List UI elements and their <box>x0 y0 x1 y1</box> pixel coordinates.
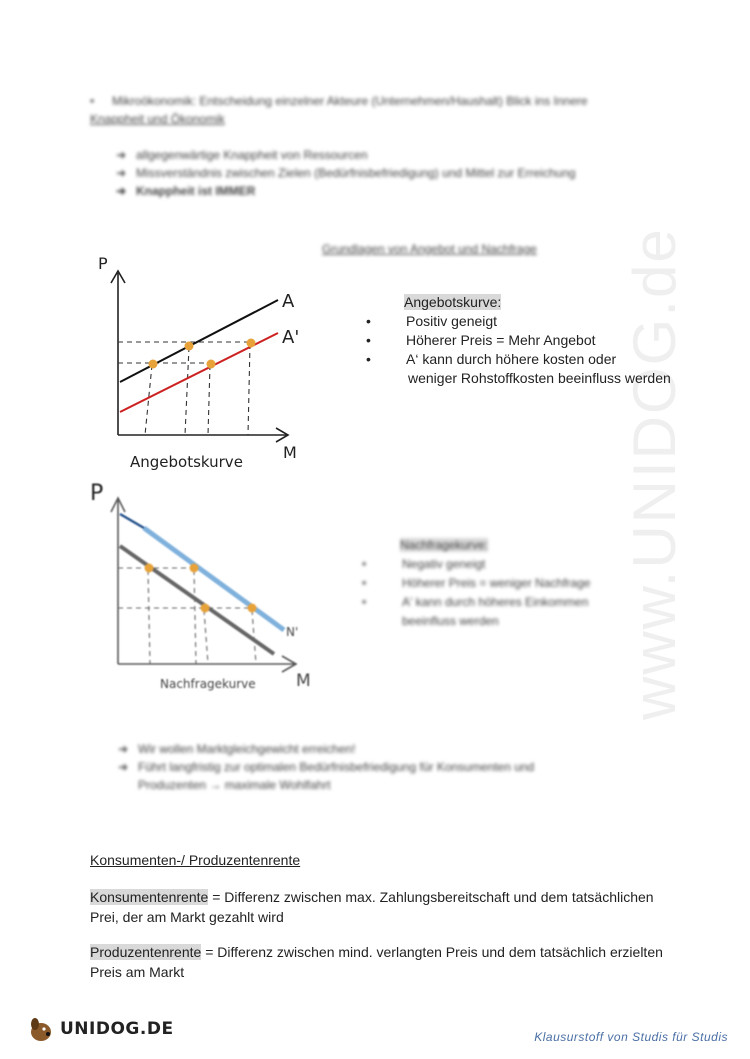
supply-text <box>366 293 736 388</box>
demand-text <box>362 536 692 631</box>
intro-bullet: • Mikroökonomik: Entscheidung einzelner Akteure (Unternehmen/Haushalt) Blick ins Innere <box>90 94 588 108</box>
supply-x-label: M <box>283 443 297 462</box>
demand-bullet: • Höherer Preis = weniger Nachfrage <box>362 574 692 593</box>
konsumentenrente-term: Konsumentenrente <box>90 889 209 905</box>
demand-point <box>145 564 154 573</box>
demand-heading: Nachfragekurve: <box>400 538 489 552</box>
market-arrow-3: Produzenten → maximale Wohlfahrt <box>138 778 331 792</box>
demand-label-n-prime: N' <box>286 625 299 639</box>
demand-bullet: • A' kann durch höheres Einkommen <box>362 593 692 612</box>
demand-point <box>201 604 210 613</box>
konsumentenrente-def-2: Prei, der am Markt gezahlt wird <box>90 909 284 925</box>
supply-bullet: • Positiv geneigt <box>366 312 736 331</box>
demand-x-label: M <box>296 671 311 691</box>
demand-bullet: • Negativ geneigt <box>362 555 692 574</box>
demand-continuation: beeinfluss werden <box>402 614 499 628</box>
supply-point <box>247 339 256 348</box>
intro-block <box>90 92 700 200</box>
footer-tagline: Klausurstoff von Studis für Studis <box>534 1030 728 1044</box>
demand-graph <box>84 478 324 698</box>
supply-y-label: P <box>98 255 108 273</box>
intro-arrow-3: ➜ Knappheit ist IMMER <box>116 182 700 200</box>
supply-label-a: A <box>282 291 295 312</box>
produzentenrente-def-1: = Differenz zwischen mind. verlangten Preis und dem tatsächlich erzielten <box>201 944 663 960</box>
intro-heading: Knappheit und Ökonomik <box>90 112 225 126</box>
section-title: Grundlagen von Angebot und Nachfrage <box>322 242 537 256</box>
supply-point <box>207 360 216 369</box>
supply-bullet: • A‘ kann durch höhere kosten oder <box>366 350 736 369</box>
supply-point <box>185 342 194 351</box>
produzentenrente-block <box>90 942 710 982</box>
produzentenrente-def-2: Preis am Markt <box>90 964 185 980</box>
market-arrow-2: ➜ Führt langfristig zur optimalen Bedürfnisbefriedigung für Konsumenten und <box>118 758 638 776</box>
unidog-logo <box>26 1014 174 1044</box>
demand-curve-n <box>120 546 274 654</box>
intro-arrow-2: ➜ Missverständnis zwischen Zielen (Bedürfnisbefriedigung) und Mittel zur Erreichung <box>116 164 700 182</box>
intro-arrow-list <box>116 146 700 200</box>
supply-bullet: • Höherer Preis = Mehr Angebot <box>366 331 736 350</box>
supply-heading: Angebotskurve: <box>404 294 502 310</box>
konsumentenrente-def-1: = Differenz zwischen max. Zahlungsbereitschaft und dem tatsächlichen <box>208 889 654 905</box>
konsumentenrente-block <box>90 887 710 927</box>
demand-y-label: P <box>90 481 104 506</box>
demand-bullets <box>362 555 692 612</box>
logo-text: UNIDOG.DE <box>60 1019 174 1039</box>
supply-label-a-prime: A' <box>282 327 300 348</box>
rente-title: Konsumenten-/ Produzentenrente <box>90 852 301 868</box>
dog-icon <box>26 1014 56 1044</box>
market-arrow-1: ➜ Wir wollen Marktgleichgewicht erreichen! <box>118 740 638 758</box>
supply-caption: Angebotskurve <box>130 453 243 471</box>
supply-graph <box>90 255 320 475</box>
supply-point <box>149 360 158 369</box>
market-arrows <box>118 740 638 794</box>
demand-caption: Nachfragekurve <box>160 677 256 691</box>
supply-bullets <box>366 312 736 369</box>
watermark-text: www.UNIDOG.de <box>621 227 688 720</box>
produzentenrente-term: Produzentenrente <box>90 944 202 960</box>
supply-continuation: weniger Rohstoffkosten beeinfluss werden <box>408 370 671 386</box>
demand-point <box>190 564 199 573</box>
intro-arrow-1: ➜ allgegenwärtige Knappheit von Ressourcen <box>116 146 700 164</box>
demand-point <box>248 604 257 613</box>
intro-bullet-text: Mikroökonomik: Entscheidung einzelner Akteure (Unternehmen/Haushalt) Blick ins Innere <box>112 94 588 108</box>
